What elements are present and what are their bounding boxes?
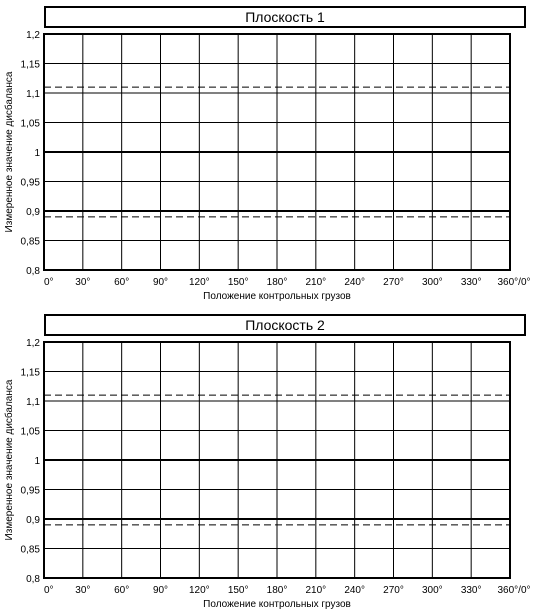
- x-tick-label: 300°: [421, 585, 443, 596]
- y-axis-label: Измеренное значение дисбаланса: [4, 71, 15, 233]
- y-tick-label: 1,15: [20, 59, 40, 71]
- x-axis-label: Положение контрольных грузов: [203, 599, 351, 610]
- x-tick-label: 180°: [266, 585, 288, 596]
- y-tick-label: 0,9: [26, 515, 40, 526]
- x-tick-label: 30°: [75, 277, 91, 288]
- x-tick-label: 360°/0°: [497, 585, 531, 596]
- y-tick-label: 1: [34, 148, 40, 159]
- x-tick-label: 150°: [227, 585, 249, 596]
- y-tick-label: 1,15: [20, 367, 40, 379]
- chart-title-1: Плоскость 1: [44, 6, 526, 28]
- y-tick-label: 0,8: [26, 574, 40, 585]
- x-tick-label: 330°: [460, 585, 482, 596]
- x-axis-label: Положение контрольных грузов: [203, 291, 351, 302]
- chart-title-2: Плоскость 2: [44, 314, 526, 336]
- y-axis-label: Измеренное значение дисбаланса: [4, 379, 15, 541]
- x-tick-label: 240°: [344, 277, 366, 288]
- y-tick-label: 1: [34, 456, 40, 467]
- chart-panel-1: [0, 0, 537, 306]
- x-tick-label: 180°: [266, 277, 288, 288]
- y-tick-label: 1,1: [26, 89, 40, 100]
- x-tick-label: 330°: [460, 277, 482, 288]
- x-tick-label: 270°: [383, 585, 404, 596]
- y-tick-label: 0,85: [20, 544, 40, 556]
- x-tick-label: 210°: [305, 585, 327, 596]
- x-tick-label: 30°: [75, 585, 91, 596]
- y-tick-label: 0,85: [20, 236, 40, 248]
- y-tick-label: 1,2: [26, 30, 40, 41]
- x-tick-label: 240°: [344, 585, 366, 596]
- x-tick-label: 210°: [305, 277, 327, 288]
- x-tick-label: 0°: [44, 277, 54, 288]
- y-tick-label: 1,05: [20, 118, 40, 130]
- x-tick-label: 60°: [114, 277, 130, 288]
- x-tick-label: 60°: [114, 585, 130, 596]
- y-tick-label: 1,1: [26, 397, 40, 408]
- x-tick-label: 360°/0°: [497, 277, 531, 288]
- x-tick-label: 90°: [152, 277, 169, 288]
- x-tick-label: 120°: [188, 277, 210, 288]
- chart-svg-1: [0, 0, 537, 306]
- x-tick-label: 120°: [188, 585, 210, 596]
- x-tick-label: 150°: [227, 277, 249, 288]
- x-tick-label: 0°: [44, 585, 54, 596]
- x-tick-label: 270°: [383, 277, 404, 288]
- y-tick-label: 1,2: [26, 338, 40, 349]
- x-tick-label: 90°: [152, 585, 169, 596]
- y-tick-label: 0,8: [26, 266, 40, 277]
- y-tick-label: 0,9: [26, 207, 40, 218]
- chart-svg-2: [0, 308, 537, 614]
- y-tick-label: 0,95: [20, 177, 40, 189]
- x-tick-label: 300°: [421, 277, 443, 288]
- y-tick-label: 1,05: [20, 426, 40, 438]
- chart-panel-2: [0, 308, 537, 614]
- y-tick-label: 0,95: [20, 485, 40, 497]
